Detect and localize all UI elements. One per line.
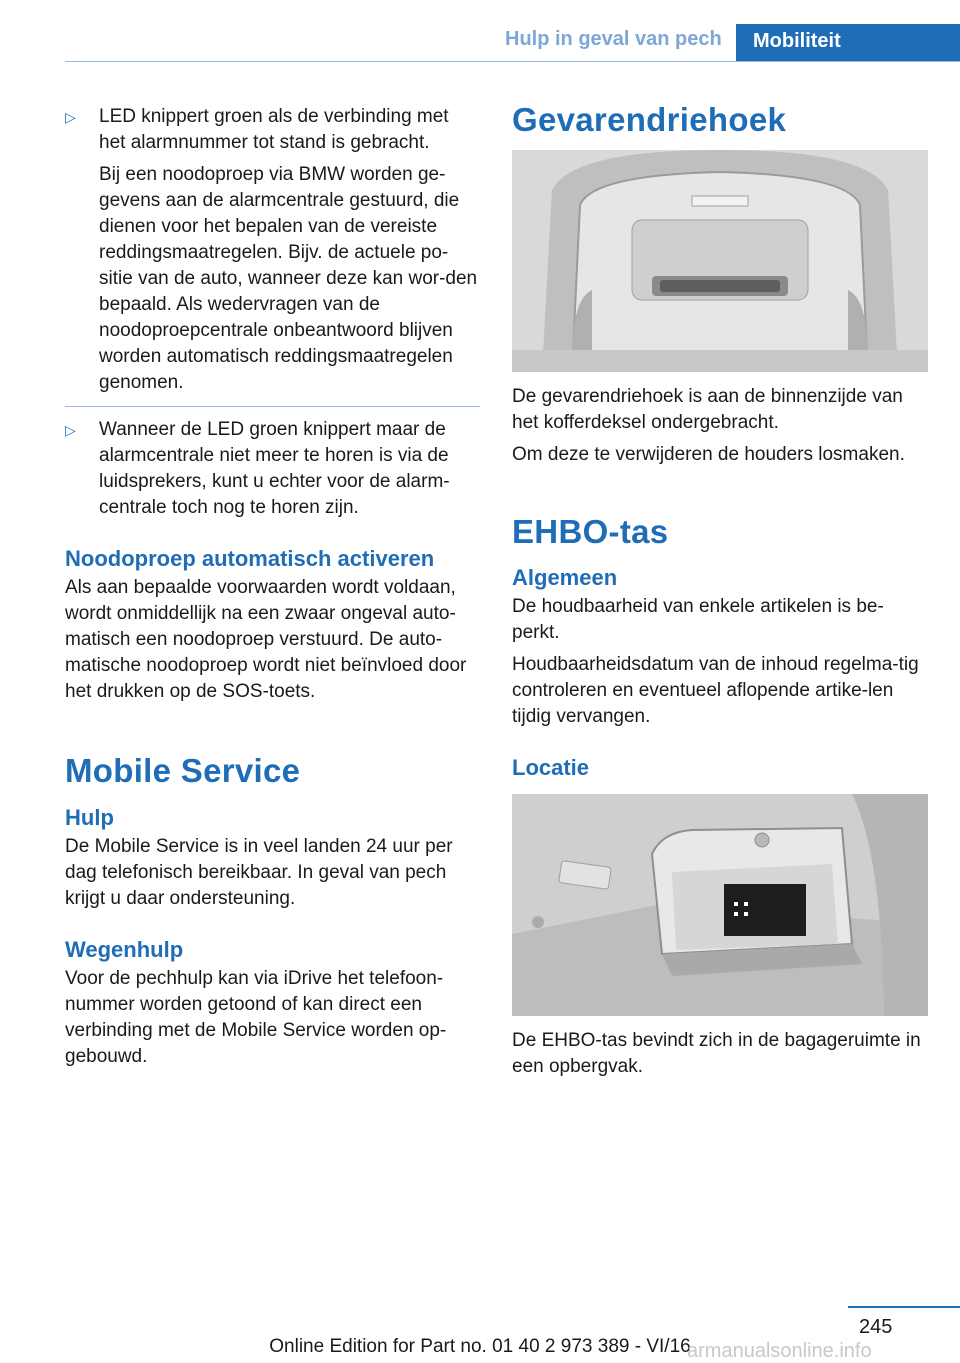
left-column xyxy=(65,104,480,1070)
triangle-bullet-icon: ▷ xyxy=(65,109,76,125)
bullet-text: Wanneer de LED groen knippert maar de alarmcentrale niet meer te horen is via de luidsprekers, kunt u echter voor de alarm-centrale toch nog te horen zijn. xyxy=(99,419,450,518)
triangle-bullet-icon: ▷ xyxy=(65,422,76,438)
first-aid-kit-heading: EHBO-tas xyxy=(512,513,669,550)
bullet-text: LED knippert groen als de verbinding met het alarmnummer tot stand is gebracht. xyxy=(99,106,449,153)
right-column xyxy=(512,101,928,1080)
algemeen-text-2: Houdbaarheidsdatum van de inhoud regelma-tig controleren en eventueel aflopende artike-len tijdig vervangen. xyxy=(512,654,919,727)
hulp-text: De Mobile Service is in veel landen 24 uur per dag telefonisch bereikbaar. In geval van pech krijgt u daar ondersteuning. xyxy=(65,836,453,909)
locatie-heading: Locatie xyxy=(512,755,590,780)
header-chapter-tab: Mobiliteit xyxy=(736,24,960,62)
footer-edition: Online Edition for Part no. 01 40 2 973 389 - VI/16 xyxy=(269,1336,691,1357)
algemeen-heading: Algemeen xyxy=(512,565,618,590)
page-number: 245 xyxy=(859,1316,893,1338)
locatie-text: De EHBO-tas bevindt zich in de bagageruimte in een opbergvak. xyxy=(512,1030,921,1077)
algemeen-text-1: De houdbaarheid van enkele artikelen is be-perkt. xyxy=(512,596,884,643)
bullet-extra-text: Bij een noodoproep via BMW worden ge-gevens aan de alarmcentrale gestuurd, die dienen voor het bepalen van de vereiste reddingsmaatregelen. Bijv. de actuele po-sitie van de auto, wanneer deze kan wor-den bepaald. Als wedervragen van de noodoproepcentrale onbeantwoord blijven worden automatisch reddingsmaatregelen genomen. xyxy=(99,164,478,393)
footer-rule xyxy=(848,1306,960,1308)
bullet-separator xyxy=(65,406,480,407)
mobile-service-heading: Mobile Service xyxy=(65,752,301,789)
auto-activate-heading: Noodoproep automatisch activeren xyxy=(65,546,435,571)
bullet-item xyxy=(65,104,480,396)
warning-triangle-text-1: De gevarendriehoek is aan de binnenzijde van het kofferdeksel ondergebracht. xyxy=(512,386,903,433)
trunk-lid-photo xyxy=(512,150,928,372)
wegenhulp-text: Voor de pechhulp kan via iDrive het telefoon-nummer worden getoond of kan direct een verbinding met de Mobile Service worden op-gebouwd. xyxy=(65,968,447,1067)
footer-watermark: armanualsonline.info xyxy=(687,1340,872,1362)
luggage-compartment-photo xyxy=(512,794,928,1016)
warning-triangle-heading: Gevarendriehoek xyxy=(512,101,787,138)
auto-activate-text: Als aan bepaalde voorwaarden wordt voldaan, wordt onmiddellijk na een zwaar ongeval auto-matisch een noodoproep verstuurd. De auto-matische noodoproep wordt niet beïnvloed door het drukken op de SOS-toets. xyxy=(65,577,467,702)
warning-triangle-text-2: Om deze te verwijderen de houders losmaken. xyxy=(512,444,905,465)
wegenhulp-heading: Wegenhulp xyxy=(65,937,184,962)
header-rule xyxy=(65,61,960,62)
hulp-heading: Hulp xyxy=(65,805,114,830)
bullet-item xyxy=(65,417,480,521)
header-section-label: Hulp in geval van pech xyxy=(505,28,722,50)
